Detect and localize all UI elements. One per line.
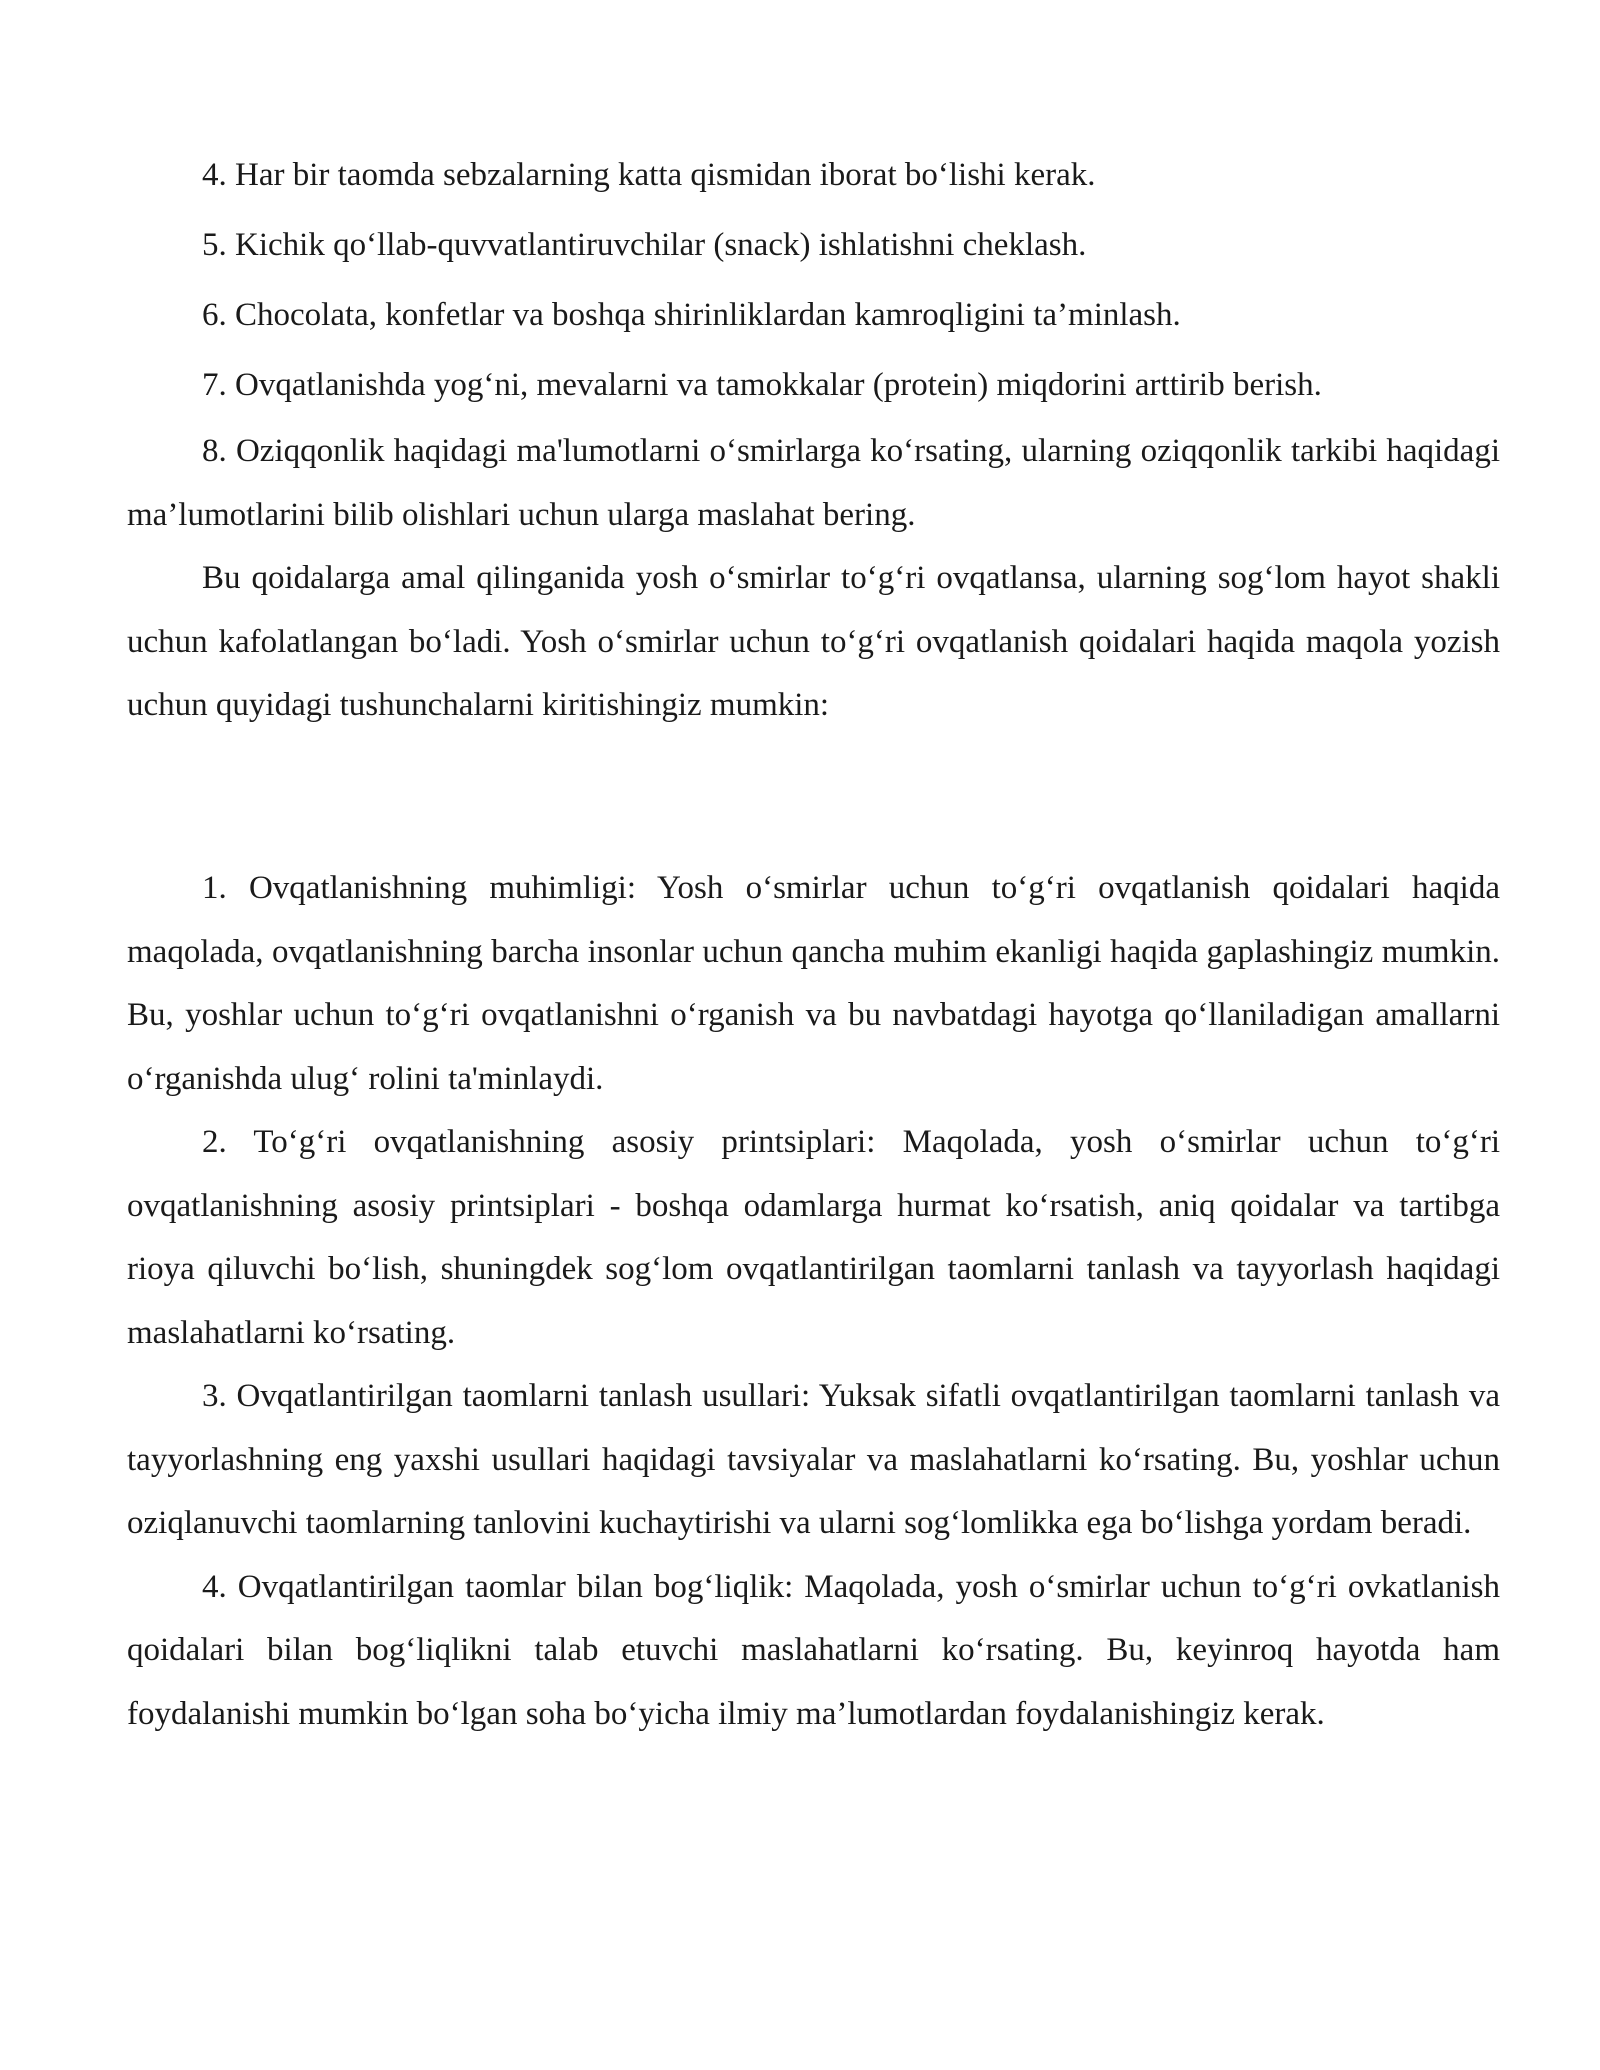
list-item-7: 7. Ovqatlanishda yog‘ni, mevalarni va tamokkalar (protein) miqdorini arttirib berish. (202, 367, 1322, 403)
top-text-block (127, 140, 1500, 738)
bottom-text-block (127, 857, 1500, 1746)
list-item-4: 4. Har bir taomda sebzalarning katta qismidan iborat bo‘lishi kerak. (202, 157, 1096, 193)
concept-paragraph-3: 3. Ovqatlantirilgan taomlarni tanlash usullari: Yuksak sifatli ovqatlantirilgan taomlarni tanlash va tayyorlashning eng yaxshi usullari haqidagi tavsiyalar va maslahatlarni ko‘rsating. Bu, yoshlar uchun oziqlanuvchi taomlarning tanlovini kuchaytirishi va ularni sog‘lomlikka ega bo‘lishga yordam beradi. (127, 1378, 1500, 1541)
concept-paragraph-4: 4. Ovqatlantirilgan taomlar bilan bog‘liqlik: Maqolada, yosh o‘smirlar uchun to‘g‘ri ovkatlanish qoidalari bilan bog‘liqlikni talab etuvchi maslahatlarni ko‘rsating. Bu, keyinroq hayotda ham foydalanishi mumkin bo‘lgan soha bo‘yicha ilmiy ma’lumotlardan foydalanishingiz kerak. (127, 1568, 1500, 1732)
list-item-8: 8. Oziqqonlik haqidagi ma'lumotlarni o‘smirlarga ko‘rsating, ularning oziqqonlik tarkibi haqidagi ma’lumotlarini bilib olishlari uchun ularga maslahat bering. (127, 433, 1500, 533)
concept-paragraph-1: 1. Ovqatlanishning muhimligi: Yosh o‘smirlar uchun to‘g‘ri ovqatlanish qoidalari haqida maqolada, ovqatlanishning barcha insonlar uchun qancha muhim ekanligi haqida gaplashingiz mumkin. Bu, yoshlar uchun to‘g‘ri ovqatlanishni o‘rganish va bu navbatdagi hayotga qo‘llaniladigan amallarni o‘rganishda ulug‘ rolini ta'minlaydi. (127, 870, 1500, 1097)
list-item-5: 5. Kichik qo‘llab-quvvatlantiruvchilar (snack) ishlatishni cheklash. (202, 227, 1087, 263)
list-item-6: 6. Chocolata, konfetlar va boshqa shirinliklardan kamroqligini ta’minlash. (202, 297, 1181, 333)
concept-paragraph-2: 2. To‘g‘ri ovqatlanishning asosiy printsiplari: Maqolada, yosh o‘smirlar uchun to‘g‘ri ovqatlanishning asosiy printsiplari - boshqa odamlarga hurmat ko‘rsatish, aniq qoidalar va tartibga rioya qiluvchi bo‘lish, shuningdek sog‘lom ovqatlantirilgan taomlarni tanlash va tayyorlash haqidagi maslahatlarni ko‘rsating. (127, 1124, 1500, 1351)
summary-paragraph: Bu qoidalarga amal qilinganida yosh o‘smirlar to‘g‘ri ovqatlansa, ularning sog‘lom hayot shakli uchun kafolatlangan bo‘ladi. Yosh o‘smirlar uchun to‘g‘ri ovqatlanish qoidalari haqida maqola yozish uchun quyidagi tushunchalarni kiritishingiz mumkin: (127, 560, 1500, 723)
